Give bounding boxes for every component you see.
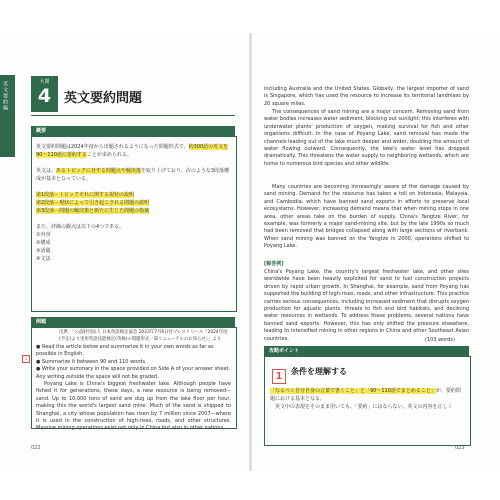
step-title: 条件を理解する [291,367,347,376]
question-number [22,345,30,364]
intro-1: 英文要約問題は2024年度から出題されるようになった問題形式で、約300語の英文を90〜110語に要約することが求められる。 [36,144,229,158]
criteria-1: ①内容 [36,232,51,238]
article-paragraph-1: Poyang Lake is China's biggest freshwater lake. Although people have fished it for generations, these days, a new resource is being removed—sand. Up to 10,000 tons of sand are dug up from the lake floor per hour, making this the world's largest sand mine. Much of the sand is shipped to Shanghai, a city whose population has risen by 7 million since 2007—where it is used in the construction of high-rises, roads, and other structures. Massive mining operations exist not only in China but also in other nations, [36,381,231,432]
step-text-2: 英文中の表現をそのまま用いても、「要約」にはならない。英文の内容を正しく [275,404,453,410]
book-fold [249,33,252,471]
instruction-3: ● Write your summary in the space provided on Side A of your answer sheet. Any writing outside the space will not be graded. [36,366,231,380]
instruction-1: ● Read the article below and summarize it in your own words as far as possible in English. [36,344,214,358]
article-paragraph-1-cont: including Australia and the United States. Globally, the largest importer of sand is Singapore, which has used the resource to increase its territorial landmass by 20 square miles. [264,86,469,107]
instruction-2: ● Summarize it between 90 and 110 words. [36,358,147,365]
step-text-1: 「なるべく自分自身の言葉で書くこと」と「90～110語でまとめること」が、要約問題における基本となる。 [270,388,461,402]
example-header: 例題 [31,317,235,327]
criteria-4: ④文法 [36,256,51,262]
paragraph-3: 第3段落－問題の解決策と新たに生じた問題の指摘 [36,208,150,214]
overview-header: 概要 [31,126,235,136]
page-number-left: 022 [31,445,41,451]
criteria-2: ②構成 [36,240,51,246]
points-header: 攻略ポイント [264,346,469,356]
source-note: 出典：「公益財団法人 日本英語検定協会 2023年7月6日付プレスリリース『2024年度(予定)より実用英語技能検定(英検)の問題形式一部リニューアルのお知らせ』」より [59,330,228,342]
side-tab [0,75,15,157]
paragraph-2: 第2段落－現状によって引き起こされる問題の説明 [36,200,150,206]
word-count: (103 words) [425,337,455,343]
chapter-label: 大問 [39,79,50,85]
chapter-title: 英文要約問題 [64,91,143,106]
article-paragraph-3: Many countries are becoming increasingly aware of the damage caused by sand mining. Demand for the resource has taken a toll on Indonesia, Malaysia, and Cambodia, which have banned sand exports in efforts to preserve local ecosystems. However, increasing demand means that when mining stops in one area, other areas take on the burden of supply. China's Yangtze River, for example, was formerly a major sand-mining site, but by the late 1990s so much had been removed that bridges collapsed along with large sections of riverbank. When sand mining was banned on the Yangtze in 2000, operations shifted to Poyang Lake. [264,184,469,250]
answer-text: China's Poyang Lake, the country's largest freshwater lake, and other sites worldwide have been heavily exploited for sand to fuel construction projects driven by rapid urban growth. In Shanghai, for example, sand from Poyang has supported the building of high-rises, roads, and other infrastructure. This practice carries serious consequences, including increased sediment that disrupts oxygen production for aquatic plants, threats to fish and bird habitats, and declining water resources in wetlands. To address these problems, several nations have banned sand exports. However, this has only shifted the pressure elsewhere, leading to intensified mining in other regions in China and other Southeast Asian countries. [264,269,469,342]
instructions [36,344,231,381]
intro-2: 英文は、あるトピックに対する問題点や解決策を取り上げており、次のような3段落構成が基本となっている。 [36,168,230,182]
answer-label: [解答例] [264,261,284,267]
side-tab-label: 英文要約編 [2,81,8,111]
title-rule [31,115,235,116]
step-text [270,387,465,411]
paragraph-1: 第1段落－トピックそれに関する現状の説明 [36,192,134,198]
criteria-3: ③語彙 [36,248,51,254]
chapter-number: 4 [37,85,52,107]
chapter-badge [31,76,58,112]
page-number-right: 023 [455,445,465,451]
article-paragraph-2: The consequences of sand mining are a major concern. Removing sand from water bodies increases water sediment, blocking out sunlight; this interferes with underwater plants' production of oxygen, making survival for fish and other organisms difficult. In the case of Poyang Lake, sand removal has made the channels leading out of the lake much deeper and wider, doubling the amount of water flowing outward. Consequently, the lake's water level has dropped dramatically. This threatens the water supply to neighboring wetlands, which are home to numerous bird species and other wildlife. [264,109,469,167]
step-number: 1 [272,364,286,384]
overview-text [36,143,230,263]
criteria-intro: また、評価の観点は以下の4つである。 [36,224,125,230]
book-spread [0,33,500,471]
question-number-badge: 1 [22,355,30,363]
